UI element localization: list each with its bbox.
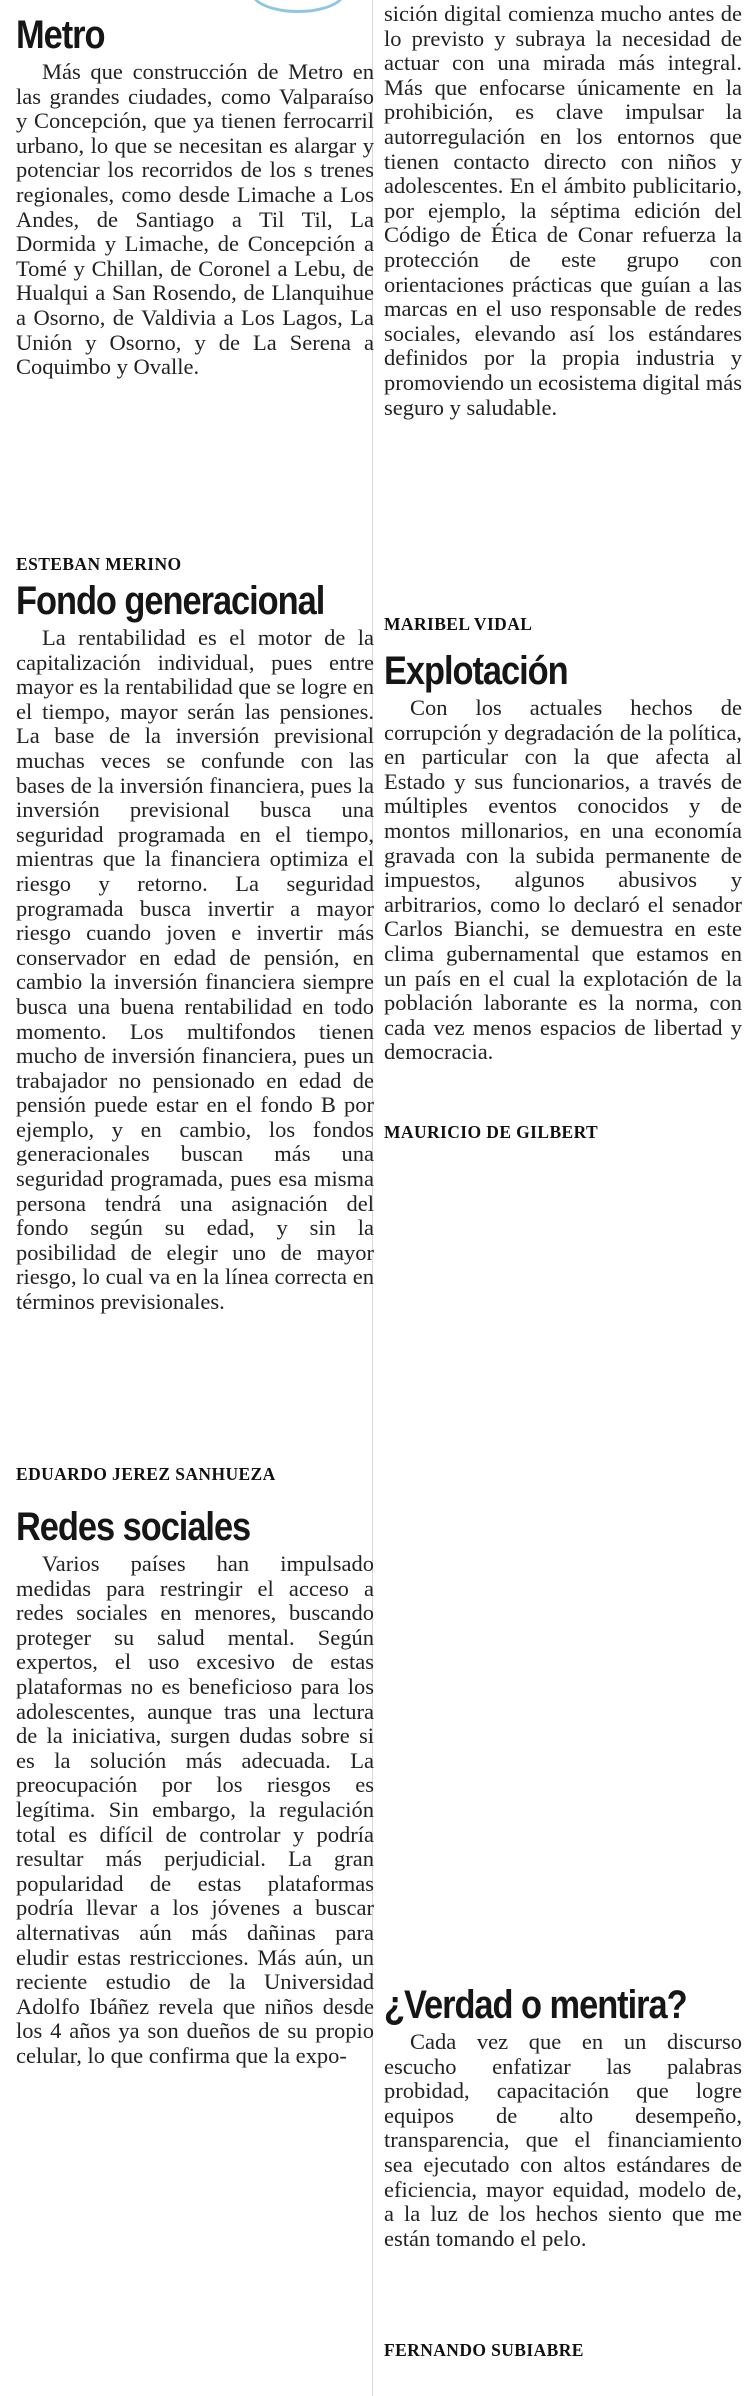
- letter-explotacion: [384, 648, 742, 1065]
- letter-body-metro: Más que construcción de Metro en las grandes ciudades, como Valparaíso y Concepción, que ya tienen ferrocarril urbano, lo que se necesitan es alargar y potenciar los recorridos de los s trenes regionales, como desde Limache a Los Andes, de Santiago a Til Til, La Dormida y Limache, de Concepción a Tomé y Chillan, de Coronel a Lebu, de Hualqui a San Rosendo, de Llanquihue a Osorno, de Valdivia a Los Lagos, La Unión y Osorno, y de La Serena a Coquimbo y Ovalle.: [16, 59, 374, 380]
- letter-redes-sociales: [16, 1504, 374, 2068]
- letter-body-redes-continued: sición digital comienza mucho antes de lo previsto y subraya la necesidad de actuar con una mirada más integral. Más que enfocarse únicamente en la prohibición, es clave impulsar la autorregulación en los entornos que tienen contacto directo con niños y adolescentes. En el ámbito publicitario, por ejemplo, la séptima edición del Código de Ética de Conar refuerza la protección de este grupo con orientaciones prácticas que guían a las marcas en el uso responsable de redes sociales, elevando así los estándares definidos por la propia industria y promoviendo un ecosistema digital más seguro y saludable.: [384, 1, 742, 420]
- letter-title-fondo: Fondo generacional: [16, 579, 325, 623]
- author-maribel-vidal: MARIBEL VIDAL: [384, 614, 533, 634]
- author-fernando-subiabre: FERNANDO SUBIABRE: [384, 2340, 584, 2360]
- letter-title-metro: Metro: [16, 13, 105, 57]
- author-mauricio-de-gilbert: MAURICIO DE GILBERT: [384, 1122, 599, 1142]
- author-esteban-merino: ESTEBAN MERINO: [16, 554, 182, 574]
- letter-title-verdad: ¿Verdad o mentira?: [384, 1983, 687, 2027]
- letter-fondo-generacional: [16, 578, 374, 1315]
- author-eduardo-jerez-sanhueza: EDUARDO JEREZ SANHUEZA: [16, 1464, 276, 1484]
- letter-redes-sociales-continuation: [384, 2, 742, 420]
- letter-metro: [16, 12, 374, 380]
- letter-body-explotacion: Con los actuales hechos de corrupción y degradación de la política, en particular con la que afecta al Estado y sus funcionarios, a través de múltiples eventos conocidos y de montos millonarios, en una economía gravada con la subida permanente de impuestos, algunos abusivos y arbitrarios, como lo declaró el senador Carlos Bianchi, se demuestra en este clima gubernamental que estamos en un país en el cual la explotación de la población laborante es la norma, con cada vez menos espacios de libertad y democracia.: [384, 695, 742, 1065]
- letter-body-verdad: Cada vez que en un discurso escucho enfatizar las palabras probidad, capacitación que logre equipos de alto desempeño, transparencia, que el financiamiento sea ejecutado con altos estándares de eficiencia, mayor equidad, modelo de, a la luz de los hechos siento que me están tomando el pelo.: [384, 2029, 742, 2251]
- letter-verdad-o-mentira: [384, 1982, 742, 2251]
- letter-body-fondo: La rentabilidad es el motor de la capitalización individual, pues entre mayor es la rentabilidad que se logre en el tiempo, mayor serán las pensiones. La base de la inversión previsional muchas veces se confunde con las bases de la inversión financiera, pues la inversión previsional busca una seguridad programada en el tiempo, mientras que la financiera optimiza el riesgo y retorno. La seguridad programada busca invertir a mayor riesgo cuando joven e invertir más conservador en edad de pensión, en cambio la inversión financiera siempre busca una buena rentabilidad en todo momento. Los multifondos tienen mucho de inversión financiera, pues un trabajador no pensionado en edad de pensión puede estar en el fondo B por ejemplo, y en cambio, los fondos generacionales buscan más una seguridad programada, pues esa misma persona tendrá una asignación del fondo según su edad, y sin la posibilidad de elegir uno de mayor riesgo, lo cual va en la línea correcta en términos previsionales.: [16, 625, 374, 1315]
- letter-body-redes: Varios países han impulsado medidas para restringir el acceso a redes sociales en menores, buscando proteger su salud mental. Según expertos, el uso excesivo de estas plataformas no es beneficioso para los adolescentes, aunque tras una lectura de la iniciativa, surgen dudas sobre si es la solución más adecuada. La preocupación por los riesgos es legítima. Sin embargo, la regulación total es difícil de controlar y podría resultar más perjudicial. La gran popularidad de estas plataformas podría llevar a los jóvenes a buscar alternativas aún más dañinas para eludir estas restricciones. Más aún, un reciente estudio de la Universidad Adolfo Ibáñez revela que niños desde los 4 años ya son dueños de su propio celular, lo que confirma que la expo-: [16, 1551, 374, 2068]
- letter-title-redes: Redes sociales: [16, 1505, 251, 1549]
- letter-title-explotacion: Explotación: [384, 649, 568, 693]
